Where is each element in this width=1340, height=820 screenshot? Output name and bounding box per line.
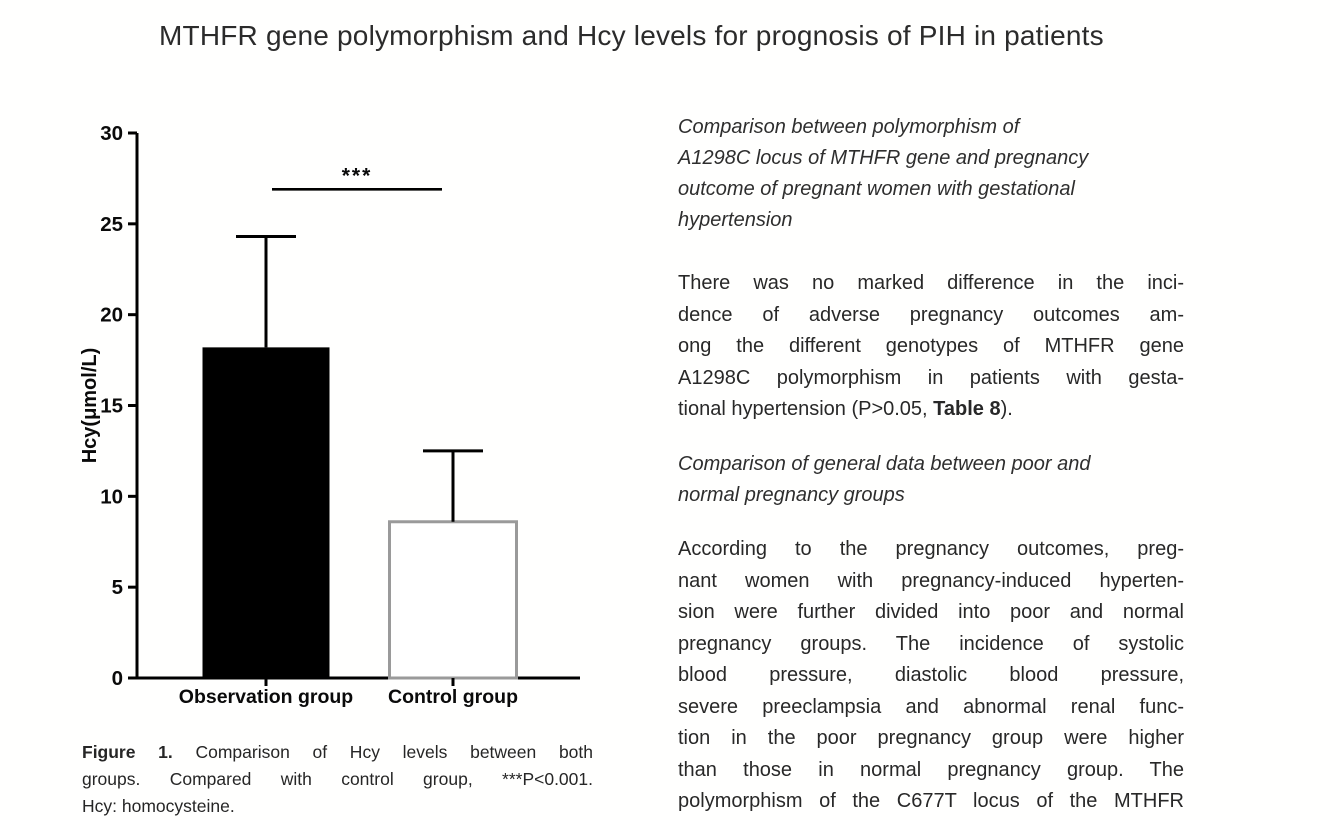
section-heading-general-data [678,449,1184,511]
text-line: A1298C polymorphism in patients with gesta- [678,366,1184,389]
y-tick-label: 30 [100,122,123,145]
caption-line: groups. Compared with control group, ***P<0.001. [82,769,593,789]
text-line: According to the pregnancy outcomes, preg- [678,538,1184,560]
text-line: tion in the poor pregnancy group were higher [678,727,1184,749]
y-tick-label: 25 [100,212,123,236]
text-line: sion were further divided into poor and normal [678,601,1184,623]
paragraph-lines [678,268,1184,394]
text-run: tional hypertension (P>0.05, [678,398,934,420]
paragraph-general-data [678,534,1184,818]
text-line: severe preeclampsia and abnormal renal func- [678,695,1184,718]
figure-1 [78,103,626,816]
y-tick-label: 20 [100,303,123,327]
text-line: outcome of pregnant women with gestational [678,178,1075,200]
text-line: dence of adverse pregnancy outcomes am- [678,303,1184,326]
caption-line: Hcy: homocysteine. [82,796,235,816]
text-line: ong the different genotypes of MTHFR gene [678,335,1184,357]
table-8-reference: Table 8 [933,398,1001,420]
text-line: pregnancy groups. The incidence of systolic [678,632,1184,655]
text-run: ). [1000,398,1013,420]
text-line: nant women with pregnancy-induced hyperten- [678,569,1184,592]
page-title: MTHFR gene polymorphism and Hcy levels for prognosis of PIH in patients [159,20,1104,51]
y-tick-label: 10 [100,485,123,509]
category-label: Observation group [178,686,354,708]
text-line: normal pregnancy groups [678,484,905,506]
section-heading-a1298c [678,112,1184,236]
article-column [678,0,1184,814]
text-line: A1298C locus of MTHFR gene and pregnancy [678,147,1089,169]
bar-observation-group [203,347,330,678]
bar-control-group [390,522,517,678]
text-line: blood pressure, diastolic blood pressure, [678,664,1184,686]
text-line: hypertension [678,209,793,231]
hcy-bar-chart [78,103,626,743]
paragraph-a1298c [678,268,1184,426]
y-tick-label: 5 [111,576,123,600]
text-line: than those in normal pregnancy group. The [678,758,1184,781]
significance-stars: *** [341,164,373,188]
text-line: polymorphism of the C677T locus of the MTHFR [678,790,1184,812]
y-axis-title: Hcy(μmol/L) [79,347,101,464]
category-label: Control group [388,686,518,708]
y-tick-label: 15 [100,394,123,418]
y-tick-label: 0 [111,667,123,690]
text-line: Comparison of general data between poor and [678,453,1091,475]
text-line: Comparison between polymorphism of [678,116,1020,138]
text-line: There was no marked difference in the inci- [678,272,1184,294]
figure-label: Figure 1. [82,742,173,762]
figure-caption [82,739,593,820]
caption-text: Comparison of Hcy levels between both [172,742,594,762]
paragraph-last-line [678,394,1184,426]
caption-line [82,739,593,766]
